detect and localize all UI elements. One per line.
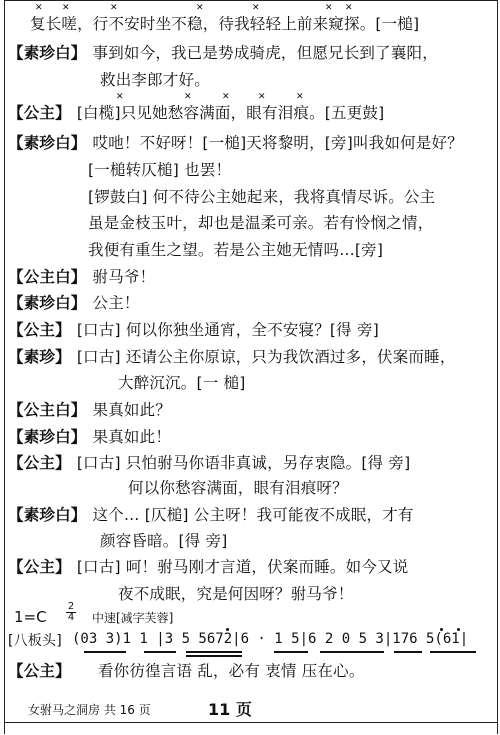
line-text: 这个… [仄槌] 公主呀！我可能夜不成眠，才有 <box>92 506 414 524</box>
line-text: 虽是金枝玉叶，却也是温柔可亲。若有怜悯之情， <box>88 214 434 232</box>
script-line <box>8 453 410 473</box>
beam <box>274 651 308 653</box>
speaker-tag: 【素珍白】 <box>8 44 87 62</box>
script-line <box>8 103 384 123</box>
speaker-tag: 【公主白】 <box>8 401 87 419</box>
octave-dot <box>457 628 460 631</box>
line-text: 驸马爷！ <box>92 268 156 286</box>
line-text: 复长嗟，行不安时坐不稳，待我轻轻上前来窥探。[一槌] <box>30 15 420 33</box>
octave-dot <box>440 628 443 631</box>
speaker-tag: 【公主】 <box>8 321 71 339</box>
speaker-tag: 【公主】 <box>8 454 71 472</box>
line-text: [口古] 还请公主你原谅，只为我饮酒过多，伏案而睡， <box>76 348 456 366</box>
speaker-tag: 【素珍白】 <box>8 428 87 446</box>
script-line <box>128 478 348 498</box>
line-text: 果真如此？ <box>92 401 172 419</box>
script-line <box>8 400 171 420</box>
line-text: 何以你愁容满面，眼有泪痕呀？ <box>128 479 348 497</box>
page-number: 11 页 <box>208 700 252 719</box>
octave-dot <box>226 628 229 631</box>
accent-mark: ✕ <box>110 3 118 13</box>
beam <box>144 651 176 653</box>
tempo-mark: 中速[减字芙蓉] <box>92 611 174 625</box>
speaker-tag: 【素珍白】 <box>8 294 87 312</box>
script-line <box>118 584 354 604</box>
beam <box>394 651 422 653</box>
script-line <box>8 133 463 153</box>
line-text: 事到如今，我已是势成骑虎，但愿兄长到了襄阳， <box>92 44 438 62</box>
accent-mark: ✕ <box>345 3 353 13</box>
time-signature <box>66 602 76 623</box>
key-signature: 1=C <box>14 608 47 626</box>
accent-mark: ✕ <box>184 92 192 102</box>
script-line <box>8 267 155 287</box>
accent-mark: ✕ <box>296 92 304 102</box>
script-line <box>88 213 433 233</box>
script-line <box>8 505 414 525</box>
script-line <box>8 427 171 447</box>
script-line <box>30 14 419 34</box>
beam <box>320 651 384 653</box>
footer-title: 女驸马之洞房 共 16 页 <box>28 703 151 717</box>
beam <box>84 651 126 653</box>
line-text: 哎吔！不好呀！[一槌]天将黎明，[旁]叫我如何是好？ <box>92 134 463 152</box>
line-text: 夜不成眠，究是何因呀？驸马爷！ <box>118 585 354 603</box>
script-line <box>8 43 438 63</box>
bottom-border <box>4 722 497 723</box>
script-line <box>8 320 379 340</box>
script-line <box>100 70 210 90</box>
script-line <box>88 187 435 207</box>
line-text: [口古] 呵！驸马刚才言道，伏案而睡。如今又说 <box>76 558 409 576</box>
line-text: [白榄]只见她愁容满面，眼有泪痕。[五更鼓] <box>76 104 385 122</box>
accent-mark: ✕ <box>35 3 43 13</box>
accent-mark: ✕ <box>196 3 204 13</box>
line-text: 救出李郎才好。 <box>100 71 210 89</box>
script-line <box>88 240 383 260</box>
accent-mark: ✕ <box>222 92 230 102</box>
speaker-tag: 【素珍】 <box>8 348 71 366</box>
lyric-line <box>8 661 365 681</box>
line-text: 大醉沉沉。[一 槌] <box>118 374 246 392</box>
script-line <box>8 557 408 577</box>
lyric-speaker: 【公主】 <box>8 662 71 680</box>
line-text: [口古] 只怕驸马你语非真诚，另存衷隐。[得 旁] <box>76 454 411 472</box>
jianpu-notation: (03 3)1 1 |3 5 5672|6 · 1 5|6 2 0 5 3|176 5(61| <box>72 631 469 647</box>
line-text: 颜容昏暗。[得 旁] <box>100 532 228 550</box>
line-text: 我便有重生之望。若是公主她无情吗…[旁] <box>88 241 384 259</box>
speaker-tag: 【素珍白】 <box>8 506 87 524</box>
speaker-tag: 【素珍白】 <box>8 134 87 152</box>
beam <box>186 655 242 657</box>
line-text: 公主！ <box>92 294 140 312</box>
beam <box>186 651 242 653</box>
line-text: [口古] 何以你独坐通宵，全不安寝？[得 旁] <box>76 321 379 339</box>
time-bottom: 4 <box>67 612 75 623</box>
speaker-tag: 【公主】 <box>8 558 71 576</box>
speaker-tag: 【公主白】 <box>8 268 87 286</box>
line-text: [一槌转仄槌] 也罢！ <box>88 161 232 179</box>
accent-mark: ✕ <box>325 3 333 13</box>
lyric-text: 看你彷徨言语 乱，必有 衷情 压在心。 <box>97 662 365 680</box>
beam <box>430 651 476 653</box>
accent-mark: ✕ <box>116 92 124 102</box>
time-top: 2 <box>67 601 75 612</box>
line-text: [锣鼓白] 何不待公主她起来，我将真情尽诉。公主 <box>88 188 436 206</box>
section-label: [八板头] <box>8 633 62 649</box>
accent-mark: ✕ <box>252 3 260 13</box>
accent-mark: ✕ <box>258 92 266 102</box>
speaker-tag: 【公主】 <box>8 104 71 122</box>
script-line <box>118 373 246 393</box>
script-line <box>100 531 228 551</box>
script-line <box>88 160 231 180</box>
line-text: 果真如此！ <box>92 428 172 446</box>
script-line <box>8 347 456 367</box>
script-line <box>8 293 140 313</box>
accent-mark: ✕ <box>62 3 70 13</box>
